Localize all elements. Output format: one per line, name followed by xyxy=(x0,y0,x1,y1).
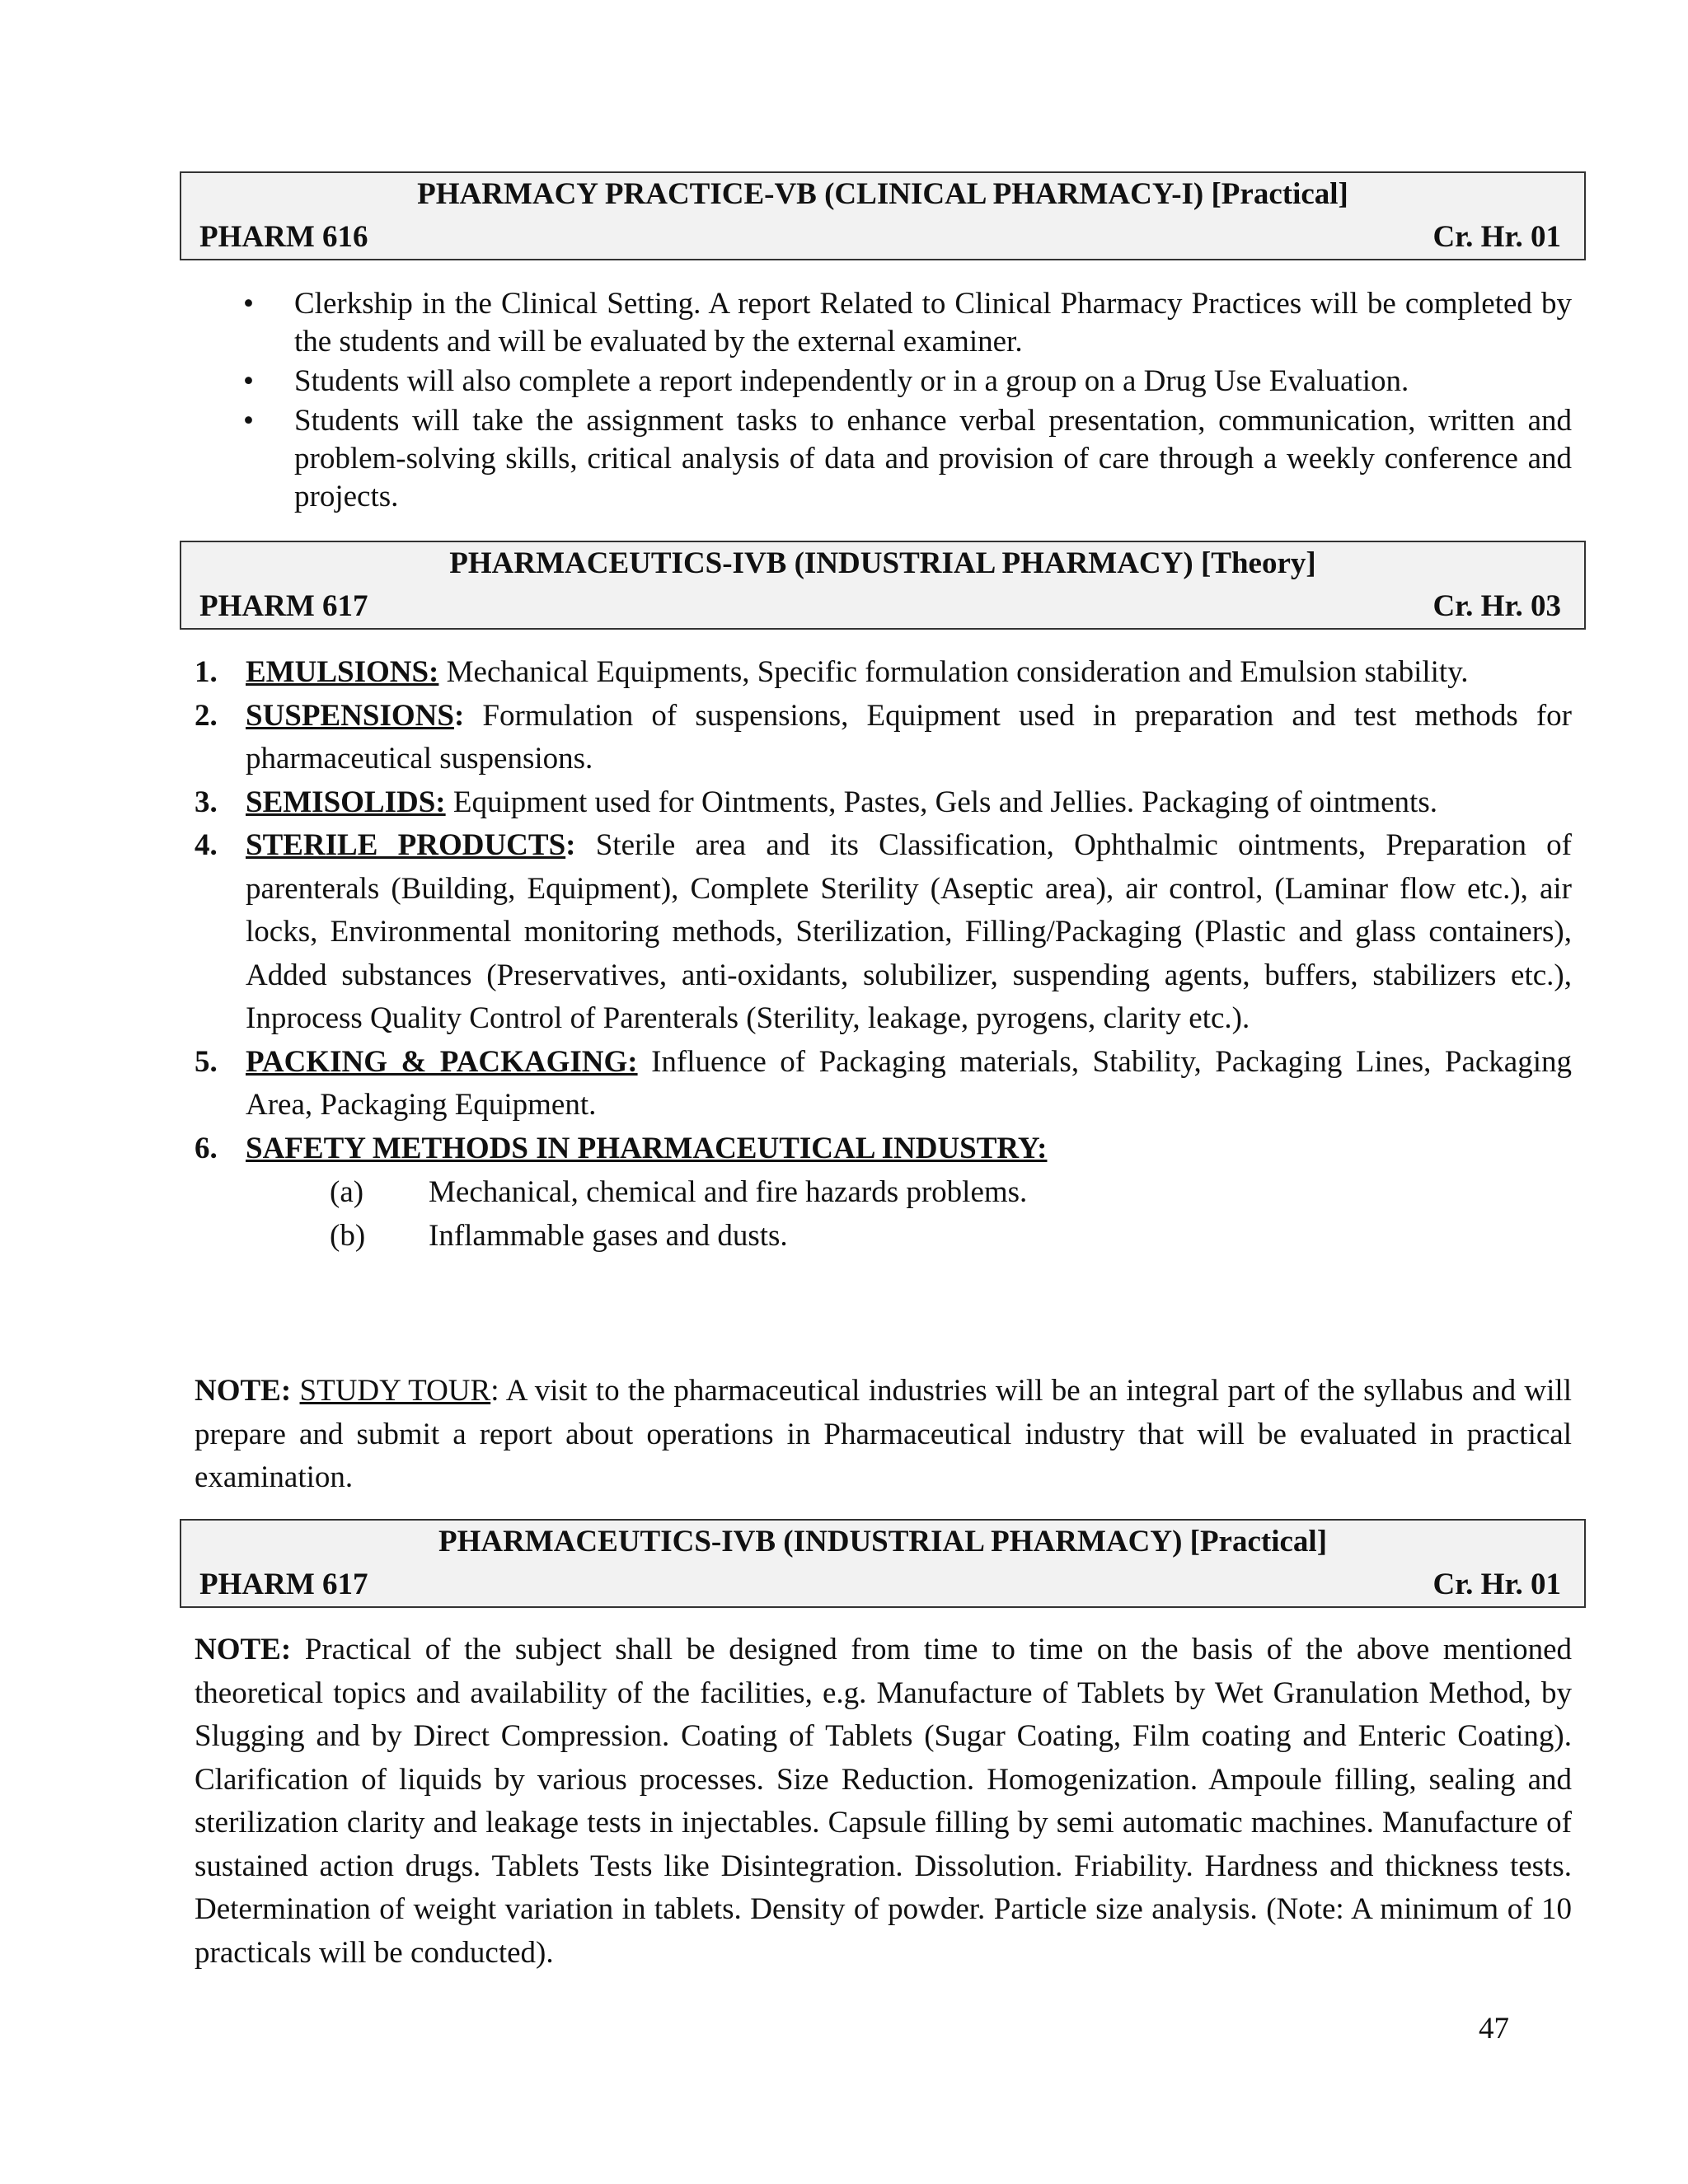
list-item: • Clerkship in the Clinical Setting. A report Related to Clinical Pharmacy Practices will be completed by the students and will be evaluated by the external examiner. xyxy=(243,287,1572,359)
credit-hours: Cr. Hr. 01 xyxy=(1432,220,1561,254)
numbered-list xyxy=(195,651,1572,1258)
bullet-list xyxy=(243,285,1572,518)
list-item: • Students will also complete a report independently or in a group on a Drug Use Evaluation. xyxy=(243,363,1572,401)
section-title: PHARMACY PRACTICE-VB (CLINICAL PHARMACY-I) [Practical] xyxy=(417,177,1348,211)
credit-hours: Cr. Hr. 03 xyxy=(1432,589,1561,623)
credit-hours: Cr. Hr. 01 xyxy=(1432,1568,1561,1601)
sub-list-item: (a) Mechanical, chemical and fire hazards problems. xyxy=(330,1175,1028,1209)
section-header-pharm-617-theory xyxy=(180,541,1586,630)
course-code: PHARM 617 xyxy=(199,589,368,623)
list-item: 2. SUSPENSIONS: Formulation of suspensions, Equipment used in preparation and test methods for pharmaceutical suspensions. xyxy=(195,698,1572,776)
page-number: 47 xyxy=(1479,2012,1509,2046)
sub-list-item: (b) Inflammable gases and dusts. xyxy=(330,1219,788,1253)
bullet-icon: • xyxy=(243,287,254,321)
bullet-icon: • xyxy=(243,404,254,438)
list-item: • Students will take the assignment tasks to enhance verbal presentation, communication, written and problem-solving skills, critical analysis of data and provision of care through a weekly conference and projects. xyxy=(243,404,1572,513)
list-item: 4. STERILE PRODUCTS: Sterile area and its Classification, Ophthalmic ointments, Preparation of parenterals (Building, Equipment), Complete Sterility (Aseptic area), air control, (Laminar flow etc.), air locks, Environmental monitoring methods, Sterilization, Filling/Packaging (Plastic and glass containers), Added substances (Preservatives, anti-oxidants, solubilizer, suspending agents, buffers, stabilizers etc.), Inprocess Quality Control of Parenterals (Sterility, leakage, pyrogens, clarity etc.). xyxy=(195,828,1572,1035)
list-item: 3. SEMISOLIDS: Equipment used for Ointments, Pastes, Gels and Jellies. Packaging of ointments. xyxy=(195,785,1437,819)
course-code: PHARM 617 xyxy=(199,1568,368,1601)
list-item: 6. SAFETY METHODS IN PHARMACEUTICAL INDUSTRY: xyxy=(195,1131,1048,1165)
list-item: 5. PACKING & PACKAGING: Influence of Packaging materials, Stability, Packaging Lines, Packaging Area, Packaging Equipment. xyxy=(195,1044,1572,1122)
section-header-pharm-616 xyxy=(180,171,1586,260)
list-item: 1. EMULSIONS: Mechanical Equipments, Specific formulation consideration and Emulsion stability. xyxy=(195,655,1469,689)
study-tour-label: STUDY TOUR xyxy=(299,1374,491,1408)
course-code: PHARM 616 xyxy=(199,220,368,254)
section-header-pharm-617-practical xyxy=(180,1519,1586,1608)
practical-note: NOTE: Practical of the subject shall be designed from time to time on the basis of the above mentioned theoretical topics and availability of the facilities, e.g. Manufacture of Tablets by Wet Granulation Method, by Slugging and by Direct Compression. Coating of Tablets (Sugar Coating, Film coating and Enteric Coating). Clarification of liquids by various processes. Size Reduction. Homogenization. Ampoule filling, sealing and sterilization clarity and leakage tests in injectables. Capsule filling by semi automatic machines. Manufacture of sustained action drugs. Tablets Tests like Disintegration. Dissolution. Friability. Hardness and thickness tests. Determination of weight variation in tablets. Density of powder. Particle size analysis. (Note: A minimum of 10 practicals will be conducted). xyxy=(195,1633,1572,1970)
bullet-icon: • xyxy=(243,364,254,398)
section-title: PHARMACEUTICS-IVB (INDUSTRIAL PHARMACY) [Theory] xyxy=(449,546,1316,580)
study-tour-note: NOTE: STUDY TOUR: A visit to the pharmaceutical industries will be an integral part of the syllabus and will prepare and submit a report about operations in Pharmaceutical industry that will be evaluated in practical examination. xyxy=(195,1374,1572,1494)
section-title: PHARMACEUTICS-IVB (INDUSTRIAL PHARMACY) [Practical] xyxy=(438,1525,1328,1558)
